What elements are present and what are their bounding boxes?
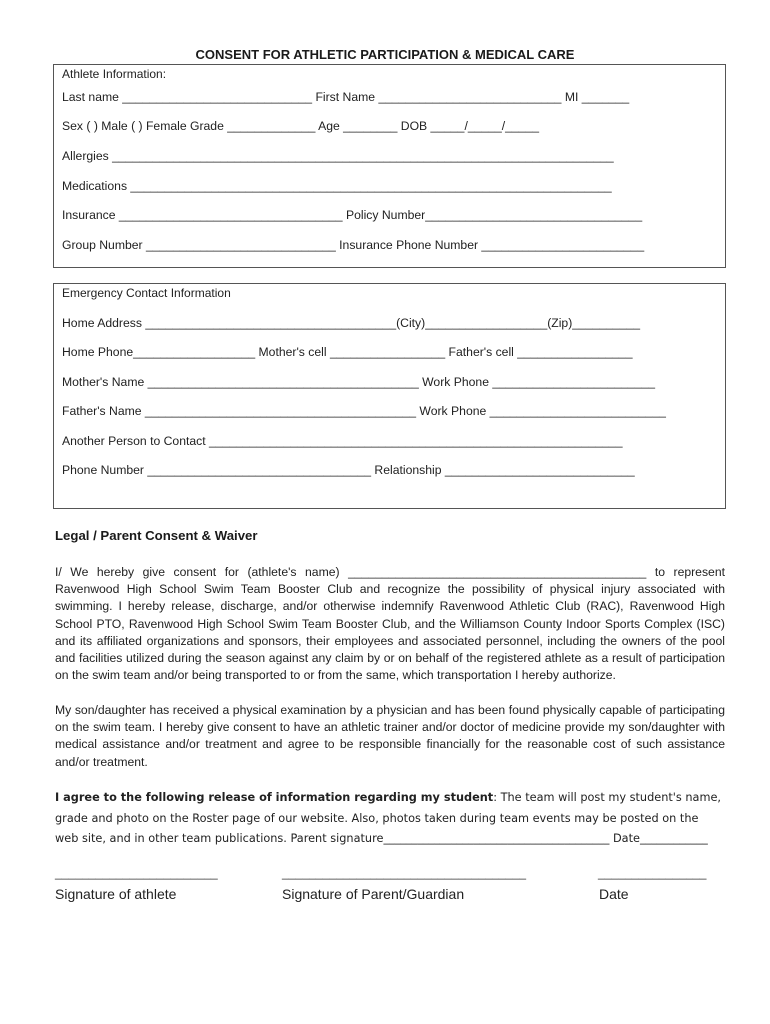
parent-signature-label: Signature of Parent/Guardian xyxy=(282,886,465,902)
home-address-row[interactable]: Home Address _____________________________________(City)__________________(Zip)__________ xyxy=(62,316,641,330)
sex-grade-age-dob-row[interactable]: Sex ( ) Male ( ) Female Grade _____________ Age ________ DOB _____/_____/_____ xyxy=(62,119,540,133)
father-name-row[interactable]: Father's Name ________________________________________ Work Phone __________________________ xyxy=(62,404,666,418)
date-line[interactable]: ________________ xyxy=(598,866,707,880)
athlete-section-heading: Athlete Information: xyxy=(62,67,167,81)
form-title: CONSENT FOR ATHLETIC PARTICIPATION & MEDICAL CARE xyxy=(195,47,575,62)
medications-field[interactable]: Medications _______________________________________________________________________ xyxy=(62,179,612,193)
allergies-field[interactable]: Allergies __________________________________________________________________________ xyxy=(62,149,614,163)
phones-row[interactable]: Home Phone__________________ Mother's cell _________________ Father's cell _________________ xyxy=(62,345,633,359)
group-insurance-phone-row[interactable]: Group Number ____________________________ Insurance Phone Number ________________________ xyxy=(62,238,645,252)
athlete-signature-line[interactable]: ________________________ xyxy=(55,866,218,880)
another-contact-field[interactable]: Another Person to Contact _____________________________________________________________ xyxy=(62,434,623,448)
medical-paragraph: My son/daughter has received a physical examination by a physician and has been found physically capable of participating on the swim team. I hereby give consent to have an athletic trainer and/or doctor of medicine provide my son/daughter with medical assistance and/or treatment and agree to be responsible financially for the reasonable cost of such assistance and/or treatment. xyxy=(55,703,725,769)
athlete-information-section xyxy=(53,64,726,268)
phone-relationship-row[interactable]: Phone Number _________________________________ Relationship ____________________________ xyxy=(62,463,635,477)
legal-consent-title: Legal / Parent Consent & Waiver xyxy=(55,528,258,543)
athlete-signature-label: Signature of athlete xyxy=(55,886,177,902)
emergency-contact-section xyxy=(53,283,726,509)
date-label: Date xyxy=(599,886,629,902)
emergency-section-heading: Emergency Contact Information xyxy=(62,286,231,300)
release-bold-text: I agree to the following release of information regarding my student xyxy=(55,791,494,804)
name-fields-row[interactable]: Last name ____________________________ First Name ___________________________ MI _______ xyxy=(62,90,630,104)
release-paragraph xyxy=(55,788,725,850)
parent-signature-line[interactable]: ____________________________________ xyxy=(282,866,527,880)
insurance-policy-row[interactable]: Insurance _________________________________ Policy Number________________________________ xyxy=(62,208,643,222)
release-text[interactable]: : The team will post my student's name, grade and photo on the Roster page of our website. Also, photos taken during team events may be posted on the web site, and in other team publications. Parent signature________________________________________ Date____________ xyxy=(55,791,722,845)
mother-name-row[interactable]: Mother's Name ________________________________________ Work Phone ________________________ xyxy=(62,375,656,389)
consent-paragraph: I/ We hereby give consent for (athlete's name) ____________________________________________ to represent Ravenwood High School Swim Team Booster Club and recognize the possibility of physical injury associated with swimming. I hereby release, discharge, and/or otherwise indemnify Ravenwood Athletic Club (RAC), Ravenwood High School PTO, Ravenwood High School Swim Team Booster Club, and the Williamson County Indoor Sports Complex (ISC) and its affiliated organizations and sponsors, their employees and associated personnel, including the owners of the pool and facilities utilized during the season against any claim by or on behalf of the registered athlete as a result of participation on the swim team and/or being transported to or from the same, which transportation I hereby authorize. xyxy=(55,565,725,683)
